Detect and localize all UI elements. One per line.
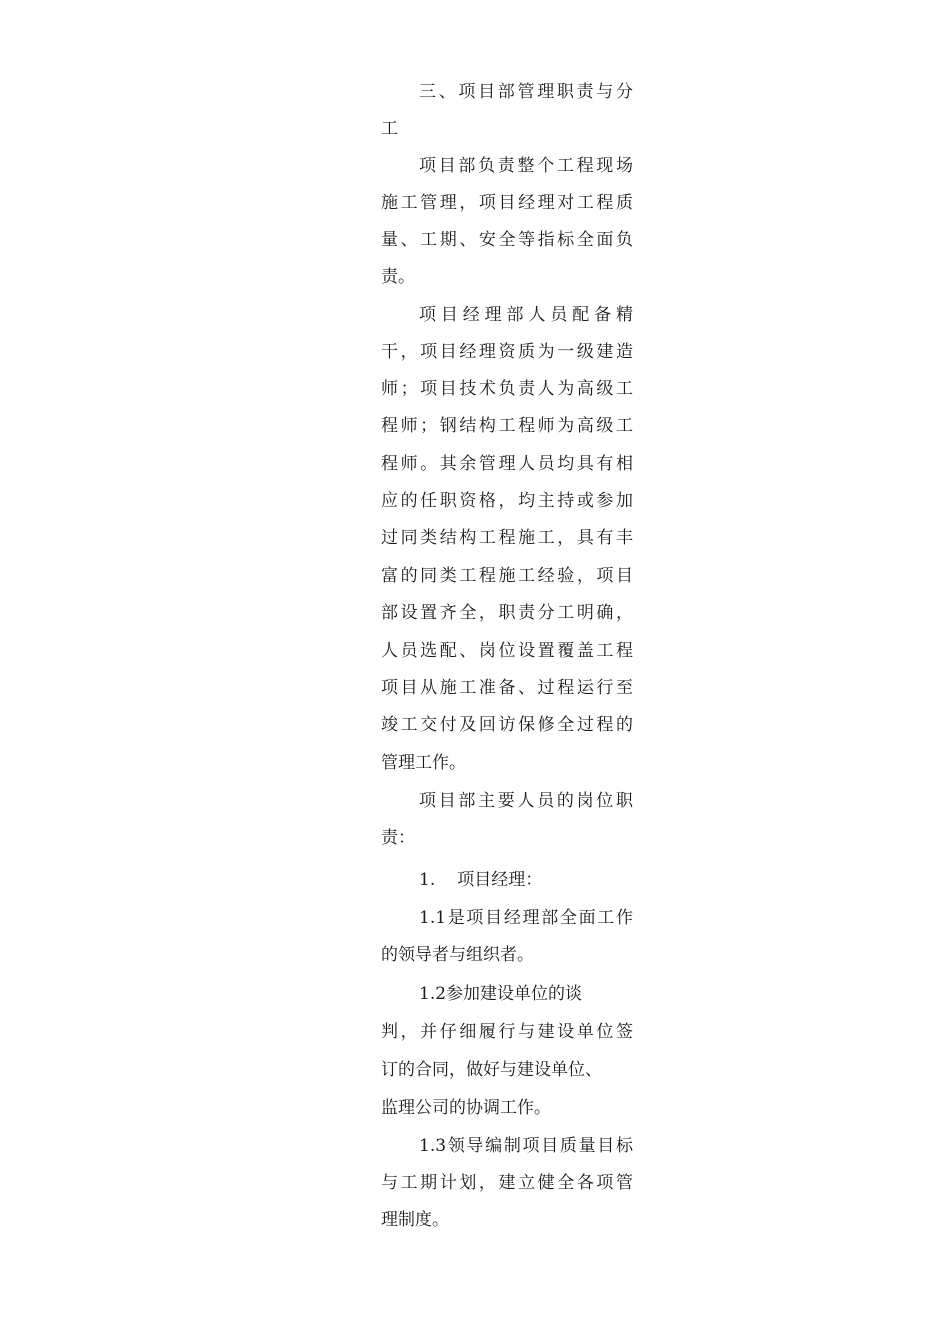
paragraph-2-line-4: 程师；钢结构工程师为高级工	[381, 416, 633, 436]
paragraph-3-line-2: 责：	[381, 828, 415, 848]
paragraph-2-line-11: 项目从施工准备、过程运行至	[381, 678, 633, 698]
item-1-3-line-1: 1.3领导编制项目质量目标	[419, 1136, 633, 1156]
paragraph-2-line-12: 竣工交付及回访保修全过程的	[381, 715, 633, 735]
paragraph-1-line-3: 量、工期、安全等指标全面负	[381, 230, 633, 250]
item-1-2-line-2: 判，并仔细履行与建设单位签	[381, 1022, 633, 1042]
paragraph-2-line-10: 人员选配、岗位设置覆盖工程	[381, 641, 633, 661]
list-item-1	[419, 866, 633, 894]
item-1-2-line-4: 监理公司的协调工作。	[381, 1098, 551, 1118]
paragraph-1-line-1: 项目部负责整个工程现场	[419, 156, 633, 176]
section-heading-line-2: 工	[381, 119, 398, 139]
paragraph-2-line-2: 干，项目经理资质为一级建造	[381, 342, 633, 362]
paragraph-2-line-5: 程师。其余管理人员均具有相	[381, 454, 633, 474]
item-1-1-line-1: 1.1是项目经理部全面工作	[419, 908, 633, 928]
paragraph-2-line-7: 过同类结构工程施工，具有丰	[381, 528, 633, 548]
paragraph-2-line-6: 应的任职资格，均主持或参加	[381, 491, 633, 511]
item-1-2-line-1: 1.2参加建设单位的谈	[419, 984, 583, 1004]
item-1-3-line-3: 理制度。	[381, 1210, 449, 1230]
item-1-3-line-2: 与工期计划，建立健全各项管	[381, 1173, 633, 1193]
paragraph-2-line-3: 师；项目技术负责人为高级工	[381, 379, 633, 399]
paragraph-1-line-4: 责。	[381, 267, 415, 287]
item-1-2-line-3: 订的合同，做好与建设单位、	[381, 1060, 602, 1080]
list-item-1-label: 项目经理：	[457, 870, 543, 890]
paragraph-3-line-1: 项目部主要人员的岗位职	[419, 791, 633, 811]
paragraph-1-line-2: 施工管理，项目经理对工程质	[381, 193, 633, 213]
paragraph-2-line-1: 项目经理部人员配备精	[419, 305, 633, 325]
paragraph-2-line-8: 富的同类工程施工经验，项目	[381, 566, 633, 586]
list-item-1-number: 1.	[419, 870, 436, 890]
paragraph-2-line-13: 管理工作。	[381, 753, 466, 773]
section-heading-line-1: 三、项目部管理职责与分	[419, 82, 633, 102]
item-1-1-line-2: 的领导者与组织者。	[381, 945, 534, 965]
paragraph-2-line-9: 部设置齐全，职责分工明确，	[381, 603, 633, 623]
